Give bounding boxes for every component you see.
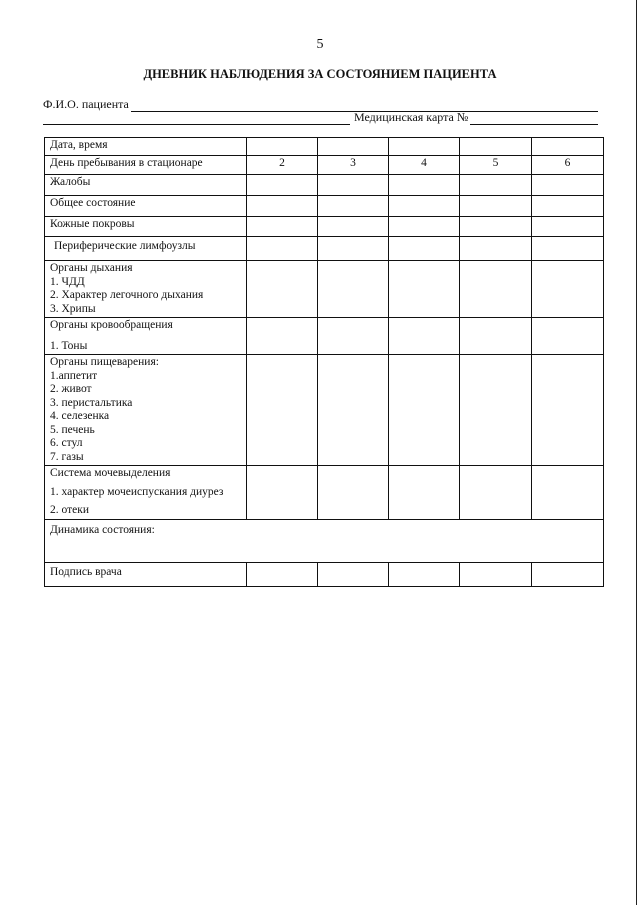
urinary-item-edema: 2. отеки [50,504,89,516]
patient-name-label: Ф.И.О. пациента [43,97,129,111]
table-cell[interactable] [247,175,318,196]
table-row-lymph-nodes [45,237,604,261]
digestive-item-liver: 5. печень [50,423,95,436]
table-cell[interactable] [532,466,604,520]
table-cell[interactable] [460,196,532,217]
table-cell[interactable] [389,196,460,217]
digestive-item-peristalsis: 3. перистальтика [50,396,133,409]
table-cell[interactable] [389,355,460,466]
row-label-general-condition: Общее состояние [45,196,247,217]
row-label-circulatory [45,318,247,355]
respiratory-item-rr: 1. ЧДД [50,275,85,288]
table-row-dynamics [45,520,604,563]
table-cell[interactable] [318,138,389,156]
observation-table [44,137,604,587]
digestive-item-abdomen: 2. живот [50,383,92,395]
signature-cell[interactable] [460,563,532,587]
row-label-complaints: Жалобы [45,175,247,196]
table-row-date-time [45,138,604,156]
circulatory-item-tones: 1. Тоны [50,339,88,352]
row-label-skin: Кожные покровы [45,217,247,237]
table-cell[interactable] [247,217,318,237]
respiratory-heading: Органы дыхания [50,262,133,274]
page-edge [636,0,637,905]
medical-card-field[interactable] [43,110,598,125]
table-cell[interactable] [318,217,389,237]
day-number-cell: 3 [318,156,389,175]
table-cell[interactable] [532,318,604,355]
medical-card-label: Медицинская карта № [354,110,469,124]
table-row-general-condition [45,196,604,217]
table-row-digestive [45,355,604,466]
table-cell[interactable] [247,196,318,217]
table-cell[interactable] [460,318,532,355]
page-number: 5 [316,37,324,52]
table-cell[interactable] [247,138,318,156]
table-cell[interactable] [532,138,604,156]
row-label-stay-day: День пребывания в стационаре [45,156,247,175]
table-cell[interactable] [389,237,460,261]
table-row-stay-day [45,156,604,175]
dynamics-label: Динамика состояния: [50,524,155,536]
table-cell[interactable] [247,237,318,261]
table-cell[interactable] [318,355,389,466]
table-cell[interactable] [460,217,532,237]
signature-cell[interactable] [389,563,460,587]
digestive-heading: Органы пищеварения: [50,356,159,368]
table-cell[interactable] [460,466,532,520]
digestive-item-gases: 7. газы [50,450,84,463]
table-row-complaints [45,175,604,196]
day-number-cell: 6 [532,156,604,175]
table-row-urinary [45,466,604,520]
patient-name-continuation-line[interactable] [43,112,350,125]
table-cell[interactable] [247,355,318,466]
urinary-item-urination: 1. характер мочеиспускания диурез [50,485,224,498]
table-cell[interactable] [389,138,460,156]
table-cell[interactable] [460,175,532,196]
row-label-date-time: Дата, время [45,138,247,156]
day-number-cell: 4 [389,156,460,175]
table-row-signature [45,563,604,587]
table-cell[interactable] [532,261,604,318]
table-cell[interactable] [247,466,318,520]
row-label-signature: Подпись врача [45,563,247,587]
table-cell[interactable] [532,175,604,196]
urinary-heading: Система мочевыделения [50,467,171,479]
dynamics-cell[interactable] [45,520,604,563]
row-label-digestive [45,355,247,466]
signature-cell[interactable] [318,563,389,587]
table-row-respiratory [45,261,604,318]
table-cell[interactable] [318,261,389,318]
table-cell[interactable] [532,217,604,237]
table-cell[interactable] [532,355,604,466]
row-label-urinary [45,466,247,520]
table-row-circulatory [45,318,604,355]
signature-cell[interactable] [532,563,604,587]
digestive-item-appetite: 1.аппетит [50,369,98,382]
digestive-item-spleen: 4. селезенка [50,410,110,422]
table-cell[interactable] [318,196,389,217]
table-cell[interactable] [389,261,460,318]
table-cell[interactable] [318,175,389,196]
table-cell[interactable] [318,318,389,355]
signature-cell[interactable] [247,563,318,587]
respiratory-item-breathing: 2. Характер легочного дыхания [50,289,204,301]
medical-card-number-line[interactable] [470,112,598,125]
day-number-cell: 2 [247,156,318,175]
table-cell[interactable] [389,217,460,237]
page-title: ДНЕВНИК НАБЛЮДЕНИЯ ЗА СОСТОЯНИЕМ ПАЦИЕНТА [143,67,497,81]
table-row-skin [45,217,604,237]
table-cell[interactable] [389,466,460,520]
table-cell[interactable] [389,318,460,355]
table-cell[interactable] [532,196,604,217]
digestive-item-stool: 6. стул [50,437,83,449]
table-cell[interactable] [389,175,460,196]
day-number-cell: 5 [460,156,532,175]
table-cell[interactable] [460,237,532,261]
respiratory-item-rales: 3. Хрипы [50,302,96,315]
table-cell[interactable] [247,318,318,355]
circulatory-heading: Органы кровообращения [50,319,173,331]
table-cell[interactable] [318,237,389,261]
table-cell[interactable] [460,261,532,318]
row-label-respiratory [45,261,247,318]
table-cell[interactable] [318,466,389,520]
table-cell[interactable] [460,138,532,156]
row-label-lymph-nodes [45,237,247,261]
lymph-nodes-text: Периферические лимфоузлы [54,240,196,252]
table-cell[interactable] [532,237,604,261]
table-cell[interactable] [460,355,532,466]
table-cell[interactable] [247,261,318,318]
